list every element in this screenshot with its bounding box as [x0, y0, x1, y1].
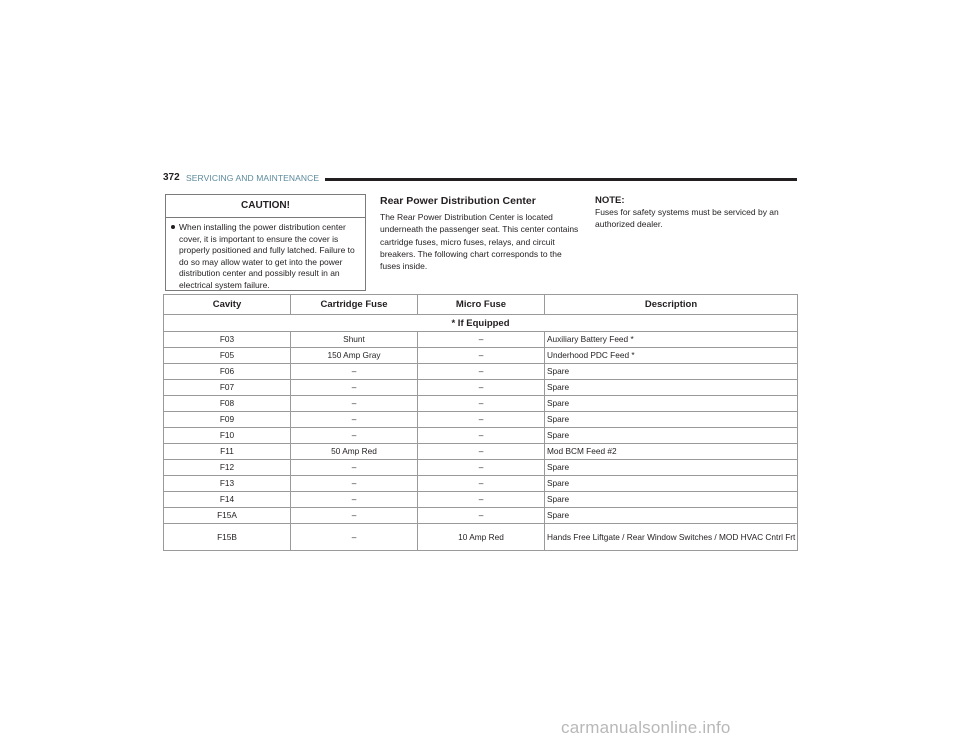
table-row [164, 380, 798, 396]
description-cell: Auxiliary Battery Feed * [545, 332, 798, 348]
column-header-description: Description [545, 295, 798, 315]
section-title: SERVICING AND MAINTENANCE [186, 173, 320, 183]
cartridge-fuse-cell: Shunt [291, 332, 418, 348]
cavity-cell: F11 [164, 444, 291, 460]
cartridge-fuse-cell: – [291, 476, 418, 492]
cavity-cell: F13 [164, 476, 291, 492]
page-header [163, 172, 797, 186]
description-cell: Mod BCM Feed #2 [545, 444, 798, 460]
fuse-table [163, 294, 798, 551]
rear-pdc-text: The Rear Power Distribution Center is located underneath the passenger seat. This center contains cartridge fuses, micro fuses, relays, and circuit breakers. The following chart corresponds to the fuses inside. [380, 212, 579, 272]
equipped-note: * If Equipped [164, 315, 798, 332]
table-row [164, 508, 798, 524]
micro-fuse-cell: – [418, 492, 545, 508]
bullet-icon [171, 225, 175, 229]
cavity-cell: F07 [164, 380, 291, 396]
cartridge-fuse-cell: – [291, 508, 418, 524]
description-cell: Spare [545, 396, 798, 412]
note-text: Fuses for safety systems must be serviced by an authorized dealer. [595, 207, 779, 229]
cartridge-fuse-cell: 150 Amp Gray [291, 348, 418, 364]
cavity-cell: F15B [164, 524, 291, 551]
micro-fuse-cell: – [418, 348, 545, 364]
page-number: 372 [163, 172, 180, 183]
description-cell: Hands Free Liftgate / Rear Window Switches / MOD HVAC Cntrl Frt [545, 524, 798, 551]
micro-fuse-cell: – [418, 396, 545, 412]
cartridge-fuse-cell: 50 Amp Red [291, 444, 418, 460]
caution-heading: CAUTION! [166, 195, 365, 218]
cartridge-fuse-cell: – [291, 380, 418, 396]
table-row [164, 428, 798, 444]
table-row [164, 396, 798, 412]
description-cell: Spare [545, 380, 798, 396]
description-cell: Spare [545, 412, 798, 428]
table-row [164, 444, 798, 460]
cavity-cell: F12 [164, 460, 291, 476]
description-cell: Spare [545, 460, 798, 476]
cartridge-fuse-cell: – [291, 396, 418, 412]
cartridge-fuse-cell: – [291, 412, 418, 428]
equipped-note-row [164, 315, 798, 332]
micro-fuse-cell: – [418, 476, 545, 492]
caution-box [165, 194, 366, 291]
cavity-cell: F10 [164, 428, 291, 444]
micro-fuse-cell: – [418, 428, 545, 444]
micro-fuse-cell: 10 Amp Red [418, 524, 545, 551]
table-row [164, 492, 798, 508]
description-cell: Spare [545, 492, 798, 508]
header-rule [325, 178, 797, 181]
cavity-cell: F03 [164, 332, 291, 348]
cavity-cell: F15A [164, 508, 291, 524]
table-row [164, 412, 798, 428]
cartridge-fuse-cell: – [291, 460, 418, 476]
description-cell: Spare [545, 364, 798, 380]
cartridge-fuse-cell: – [291, 428, 418, 444]
cavity-cell: F06 [164, 364, 291, 380]
table-row [164, 332, 798, 348]
description-cell: Spare [545, 476, 798, 492]
micro-fuse-cell: – [418, 380, 545, 396]
description-cell: Underhood PDC Feed * [545, 348, 798, 364]
description-cell: Spare [545, 428, 798, 444]
cartridge-fuse-cell: – [291, 364, 418, 380]
micro-fuse-cell: – [418, 364, 545, 380]
cartridge-fuse-cell: – [291, 524, 418, 551]
table-row [164, 524, 798, 551]
table-row [164, 476, 798, 492]
micro-fuse-cell: – [418, 444, 545, 460]
table-row [164, 364, 798, 380]
micro-fuse-cell: – [418, 508, 545, 524]
rear-pdc-heading: Rear Power Distribution Center [380, 195, 536, 207]
note-label: NOTE: [595, 195, 625, 206]
cavity-cell: F05 [164, 348, 291, 364]
cavity-cell: F08 [164, 396, 291, 412]
cavity-cell: F14 [164, 492, 291, 508]
column-header-cartridge-fuse: Cartridge Fuse [291, 295, 418, 315]
fuse-table-header [164, 295, 798, 315]
column-header-micro-fuse: Micro Fuse [418, 295, 545, 315]
cartridge-fuse-cell: – [291, 492, 418, 508]
micro-fuse-cell: – [418, 460, 545, 476]
micro-fuse-cell: – [418, 332, 545, 348]
micro-fuse-cell: – [418, 412, 545, 428]
description-cell: Spare [545, 508, 798, 524]
table-row [164, 460, 798, 476]
caution-text: When installing the power distribution center cover, it is important to ensure the cover is properly positioned and fully latched. Failure to do so may allow water to get into the power distribution center and possibly result in an electrical system failure. [179, 222, 355, 290]
column-header-cavity: Cavity [164, 295, 291, 315]
cavity-cell: F09 [164, 412, 291, 428]
watermark: carmanualsonline.info [561, 718, 731, 737]
caution-body [166, 218, 365, 291]
table-row [164, 348, 798, 364]
